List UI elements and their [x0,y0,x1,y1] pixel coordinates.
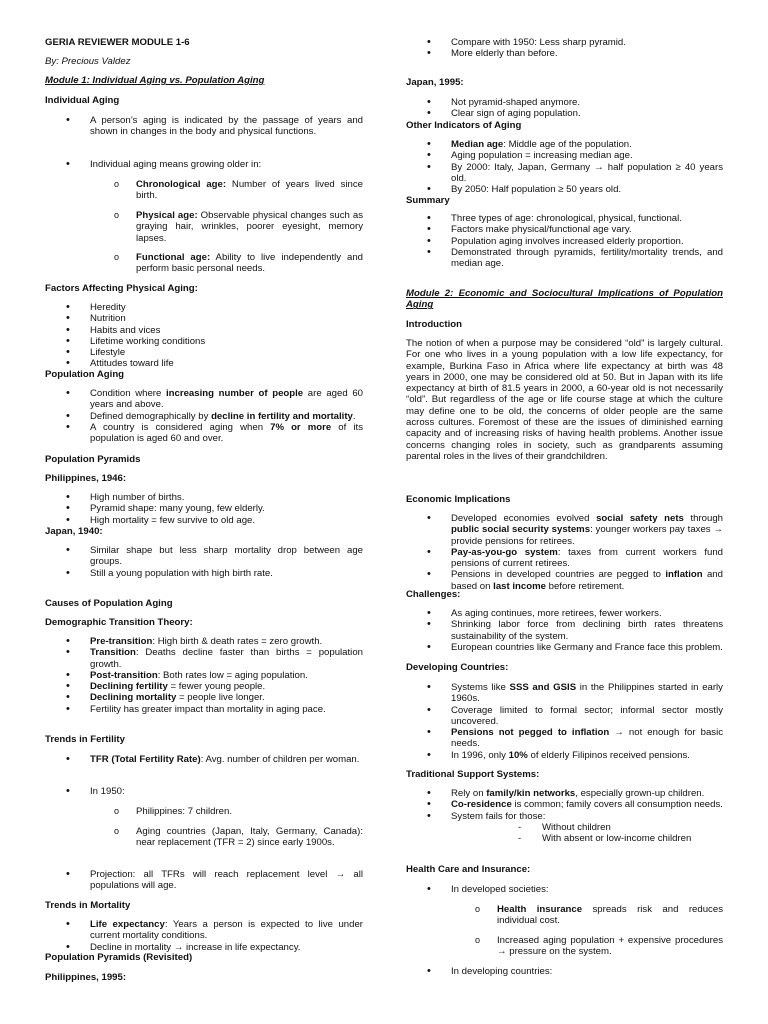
list-item: • Demonstrated through pyramids, fertility/mortality trends, and median age. [406,247,723,270]
list-item: • High number of births. [45,492,363,503]
list-item: • Pensions not pegged to inflation → not enough for basic needs. [406,727,723,750]
document-title: GERIA REVIEWER MODULE 1-6 [45,37,190,48]
list-item: • By 2000: Italy, Japan, Germany → half population ≥ 40 years old. [406,162,723,185]
list-item: • Similar shape but less sharp mortality drop between age groups. [45,545,363,568]
list-item: • Attitudes toward life [45,358,363,369]
module1-heading: Module 1: Individual Aging vs. Population Aging [45,75,265,86]
traditional-list [406,788,723,844]
list-item: • As aging continues, more retirees, fewer workers. [406,608,723,619]
age-types-list-2 [45,210,363,244]
list-item: • Life expectancy: Years a person is expected to live under current mortality conditions. [45,919,363,942]
list-item: • Systems like SSS and GSIS in the Philippines started in early 1960s. [406,682,723,705]
summary-list [406,213,723,269]
fertility-sublist [45,806,363,817]
individual-aging-list [45,115,363,138]
list-item: • Fertility has greater impact than mortality in aging pace. [45,704,363,715]
list-item: • Shrinking labor force from declining birth rates threatens sustainability of the system. [406,619,723,642]
population-aging-heading: Population Aging [45,369,125,380]
population-pyramids-heading: Population Pyramids [45,454,141,465]
list-item: • Developed economies evolved social safety nets through public social security systems: younger workers pay taxes → provide pensions for retirees. [406,513,723,547]
factors-heading: Factors Affecting Physical Aging: [45,283,198,294]
factors-list [45,302,363,370]
age-types-list [45,179,363,202]
list-item: • In developing countries: [406,966,723,977]
list-item: • Median age: Middle age of the population. [406,139,723,150]
module2-heading: Module 2: Economic and Sociocultural Implications of Population Aging [406,288,723,311]
list-item: • Lifestyle [45,347,363,358]
fertility-sublist-2 [45,826,363,849]
list-item: o Aging countries (Japan, Italy, Germany, Canada): near replacement (TFR = 2) since early 1900s. [45,826,363,849]
population-aging-list [45,388,363,444]
health-heading: Health Care and Insurance: [406,864,531,875]
age-types-list-3 [45,252,363,275]
list-item: • More elderly than before. [406,48,723,59]
causes-heading: Causes of Population Aging [45,598,173,609]
list-item: • System fails for those: [406,811,723,822]
list-item: • Habits and vices [45,325,363,336]
introduction-paragraph: The notion of when a purpose may be considered “old” is largely cultural. For one who lives in a young population with a low life expectancy, for example, Burkina Faso in Africa where life expectancy at birth was 48 years in 2000, one may be considered old at 50. But in Japan with its life expectancy at birth of 81.5 years in 2000, a 60-year old is not necessarily “old”. But regardless of the age or life course stage at which the culture may define one to be old, the concerns of older people are the same across cultures. Foremost of these are the issues of diminished earning capacity and of increasing risks of having health problems. Another issue concerns changing roles in society, such as grandparents assuming parental roles in the lives of their grandchildren. [406,338,723,462]
dtt-heading: Demographic Transition Theory: [45,617,193,628]
developing-heading: Developing Countries: [406,662,509,673]
philippines-1995-heading: Philippines, 1995: [45,972,127,983]
list-item: • By 2050: Half population ≥ 50 years old. [406,184,723,195]
fertility-heading: Trends in Fertility [45,734,125,745]
list-item: • Declining fertility = fewer young people. [45,681,363,692]
list-item-physical: o Physical age: Observable physical changes such as graying hair, wrinkles, poorer eyesight, memory lapses. [45,210,363,244]
health-list-2 [406,966,723,977]
list-item: • Pre-transition: High birth & death rates = zero growth. [45,636,363,647]
list-item: • In developed societies: [406,884,723,895]
fertility-list-3 [45,869,363,892]
list-item: • Clear sign of aging population. [406,108,723,119]
japan-1995-list [406,97,723,120]
list-item: • A person’s aging is indicated by the passage of years and shown in changes in the body and physical functions. [45,115,363,138]
list-item: • Rely on family/kin networks, especially grown-up children. [406,788,723,799]
list-item: • Compare with 1950: Less sharp pyramid. [406,37,723,48]
list-item: o Health insurance spreads risk and reduces individual cost. [406,904,723,927]
list-item: o Philippines: 7 children. [45,806,363,817]
list-item: • Nutrition [45,313,363,324]
fertility-list-2 [45,786,363,797]
japan-1940-list [45,545,363,579]
list-item: • High mortality = few survive to old age. [45,515,363,526]
other-indicators-heading: Other Indicators of Aging [406,120,522,131]
list-item: • Population aging involves increased elderly proportion. [406,236,723,247]
list-item: • Declining mortality = people live longer. [45,692,363,703]
summary-heading: Summary [406,195,450,206]
dtt-list [45,636,363,715]
list-item: • In 1950: [45,786,363,797]
list-item: • Projection: all TFRs will reach replacement level → all populations will age. [45,869,363,892]
list-item: o Increased aging population + expensive procedures → pressure on the system. [406,935,723,958]
list-item: • Transition: Deaths decline faster than births = population growth. [45,647,363,670]
list-item-chronological: o Chronological age: Number of years lived since birth. [45,179,363,202]
list-item: • Coverage limited to formal sector; informal sector mostly uncovered. [406,705,723,728]
health-sublist [406,904,723,927]
list-item: • In 1996, only 10% of elderly Filipinos received pensions. [406,750,723,761]
list-item: • Three types of age: chronological, physical, functional. [406,213,723,224]
list-item: • Factors make physical/functional age vary. [406,224,723,235]
list-item: • Decline in mortality → increase in life expectancy. [45,942,363,953]
other-indicators-list [406,139,723,195]
list-item: • Not pyramid-shaped anymore. [406,97,723,108]
list-item: • Heredity [45,302,363,313]
developing-list [406,682,723,761]
list-item: • Co-residence is common; family covers all consumption needs. [406,799,723,810]
list-item-functional: o Functional age: Ability to live independently and perform basic personal needs. [45,252,363,275]
list-item: • Condition where increasing number of people are aged 60 years and above. [45,388,363,411]
list-item: • Still a young population with high birth rate. [45,568,363,579]
mortality-list [45,919,363,953]
japan-1940-heading: Japan, 1940: [45,526,103,537]
list-item: • Individual aging means growing older in: [45,159,363,170]
list-item: • Post-transition: Both rates low = aging population. [45,670,363,681]
introduction-heading: Introduction [406,319,462,330]
economic-heading: Economic Implications [406,494,511,505]
challenges-heading: Challenges: [406,589,461,600]
list-item: - Without children [406,822,723,833]
list-item: • European countries like Germany and France face this problem. [406,642,723,653]
challenges-list [406,608,723,653]
list-item: • Pyramid shape: many young, few elderly. [45,503,363,514]
list-item: • Pay-as-you-go system: taxes from current workers fund pensions of current retirees. [406,547,723,570]
list-item: • A country is considered aging when 7% or more of its population is aged 60 and over. [45,422,363,445]
mortality-heading: Trends in Mortality [45,900,131,911]
list-item: • Lifetime working conditions [45,336,363,347]
list-item: • TFR (Total Fertility Rate): Avg. number of children per woman. [45,754,363,765]
japan-1995-heading: Japan, 1995: [406,77,464,88]
pyramids-revisited-heading: Population Pyramids (Revisited) [45,952,193,963]
ph1995-list [406,37,723,60]
author-line: By: Precious Valdez [45,56,131,67]
list-item: - With absent or low-income children [406,833,723,844]
traditional-heading: Traditional Support Systems: [406,769,540,780]
list-item: • Pensions in developed countries are pegged to inflation and based on last income before retirement. [406,569,723,592]
health-sublist-2 [406,935,723,958]
individual-aging-list-2 [45,159,363,170]
health-list [406,884,723,895]
list-item: • Defined demographically by decline in fertility and mortality. [45,411,363,422]
philippines-1946-heading: Philippines, 1946: [45,473,127,484]
philippines-1946-list [45,492,363,526]
fertility-list [45,754,363,765]
list-item: • Aging population = increasing median age. [406,150,723,161]
individual-aging-heading: Individual Aging [45,95,120,106]
economic-list [406,513,723,592]
